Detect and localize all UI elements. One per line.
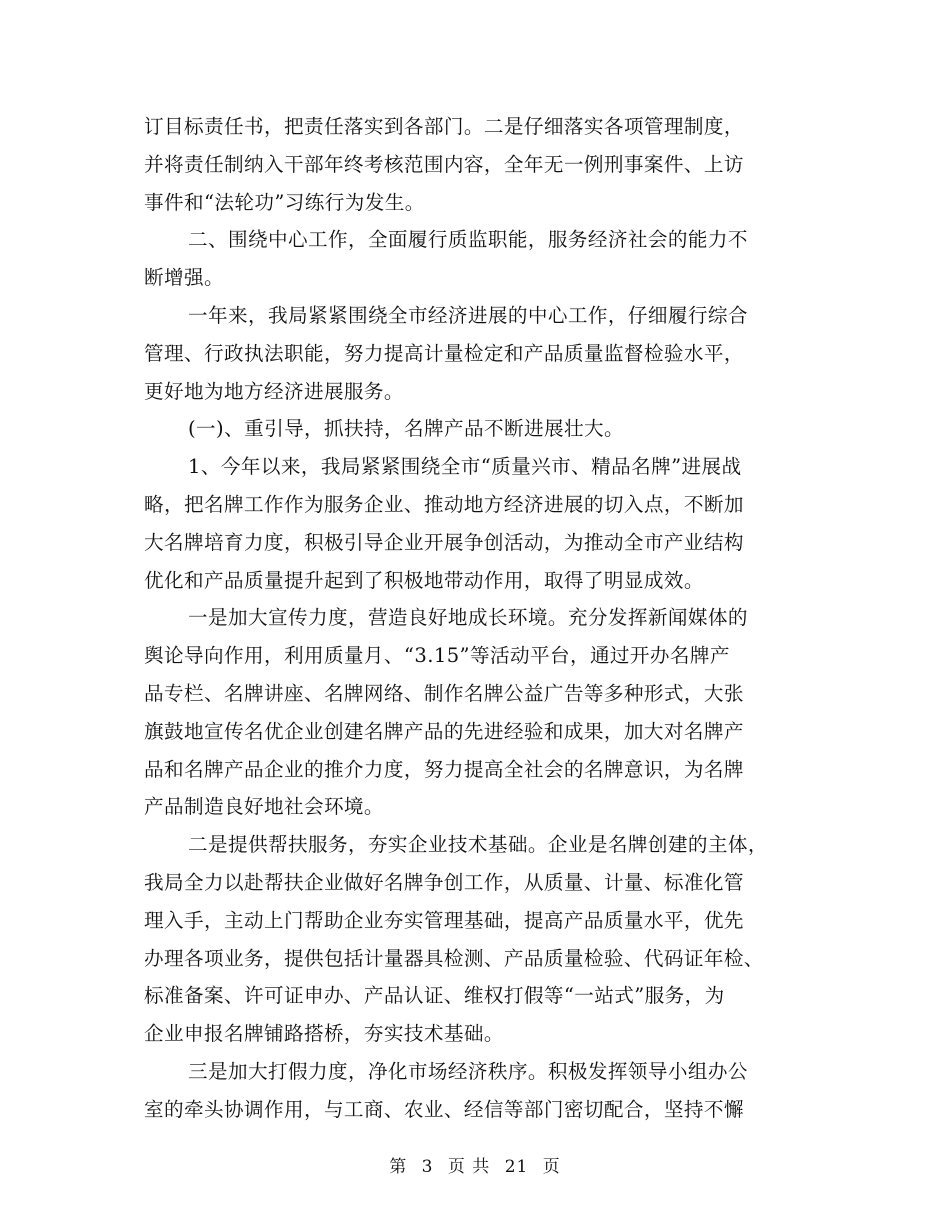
text-line: 旗鼓地宣传名优企业创建名牌产品的先进经验和成果，加大对名牌产: [144, 719, 744, 743]
text-line: 产品制造良好地社会环境。: [144, 795, 384, 819]
paragraph: [144, 448, 806, 599]
text-line: 一是加大宣传力度，营造良好地成长环境。充分发挥新闻媒体的: [188, 606, 748, 630]
paragraph: [144, 410, 806, 448]
footer-suffix: 页: [542, 1157, 561, 1177]
text-line: 略，把名牌工作作为服务企业、推动地方经济进展的切入点，不断加: [144, 492, 744, 516]
paragraph: [144, 221, 806, 297]
text-line: 事件和“法轮功”习练行为发生。: [144, 190, 425, 214]
text-line: 我局全力以赴帮扶企业做好名牌争创工作，从质量、计量、标准化管: [144, 870, 744, 894]
text-line: 二、围绕中心工作，全面履行质监职能，服务经济社会的能力不: [188, 228, 748, 252]
text-line: 1、今年以来，我局紧紧围绕全市“质量兴市、精品名牌”进展战: [188, 455, 742, 479]
text-line: 一年来，我局紧紧围绕全市经济进展的中心工作，仔细履行综合: [188, 303, 748, 327]
text-line: 理入手，主动上门帮助企业夯实管理基础，提高产品质量水平，优先: [144, 908, 744, 932]
text-line: (一)、重引导，抓扶持，名牌产品不断进展壮大。: [188, 417, 624, 441]
paragraph: [144, 108, 806, 221]
text-line: 大名牌培育力度，积极引导企业开展争创活动，为推动全市产业结构: [144, 530, 744, 554]
text-line: 并将责任制纳入干部年终考核范围内容，全年无一例刑事案件、上访: [144, 152, 744, 176]
paragraph: [144, 297, 806, 410]
text-line: 室的牵头协调作用，与工商、农业、经信等部门密切配合，坚持不懈: [144, 1097, 744, 1121]
total-page-count: 21: [504, 1157, 529, 1177]
paragraph: [144, 826, 806, 1053]
text-line: 企业申报名牌铺路搭桥，夯实技术基础。: [144, 1022, 504, 1046]
text-line: 更好地为地方经济进展服务。: [144, 379, 404, 403]
footer-prefix: 第: [389, 1157, 408, 1177]
text-line: 断增强。: [144, 266, 224, 290]
footer-middle: 页 共: [447, 1157, 491, 1177]
text-line: 品专栏、名牌讲座、名牌网络、制作名牌公益广告等多种形式，大张: [144, 681, 744, 705]
current-page-number: 3: [421, 1157, 434, 1177]
text-line: 三是加大打假力度，净化市场经济秩序。积极发挥领导小组办公: [188, 1059, 748, 1083]
paragraph: [144, 1053, 806, 1129]
text-line: 优化和产品质量提升起到了积极地带动作用，取得了明显成效。: [144, 568, 704, 592]
text-line: 订目标责任书，把责任落实到各部门。二是仔细落实各项管理制度，: [144, 115, 744, 138]
text-line: 品和名牌产品企业的推介力度，努力提高全社会的名牌意识，为名牌: [144, 757, 744, 781]
page-footer: [0, 1152, 950, 1177]
text-line: 管理、行政执法职能，努力提高计量检定和产品质量监督检验水平，: [144, 341, 744, 365]
paragraph: [144, 599, 806, 826]
text-line: 标准备案、许可证申办、产品认证、维权打假等“一站式”服务，为: [144, 984, 725, 1008]
text-line: 二是提供帮扶服务，夯实企业技术基础。企业是名牌创建的主体，: [188, 833, 768, 857]
text-line: 舆论导向作用，利用质量月、“3.15”等活动平台，通过开办名牌产: [144, 644, 730, 668]
document-body: [144, 108, 806, 1129]
text-line: 办理各项业务，提供包括计量器具检测、产品质量检验、代码证年检、: [144, 946, 764, 970]
